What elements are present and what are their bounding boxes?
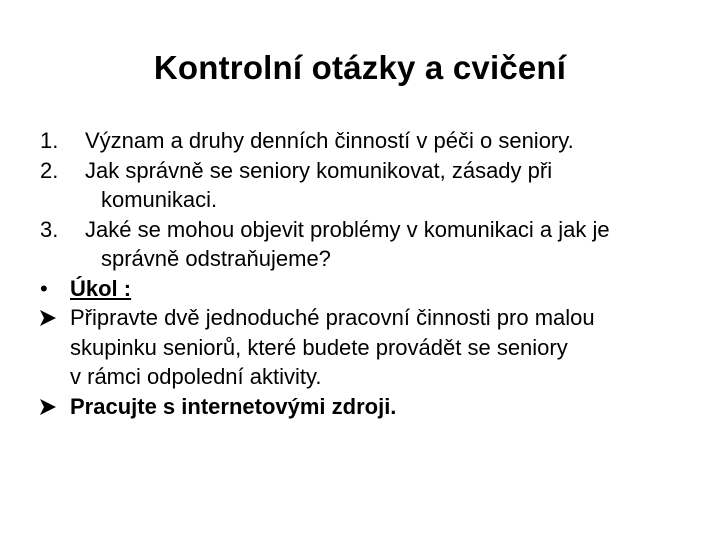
- task-heading: Úkol :: [70, 275, 132, 301]
- slide-title: Kontrolní otázky a cvičení: [153, 49, 567, 86]
- list-item-1: [40, 126, 700, 156]
- list-item-text: Připravte dvě jednoduché pracovní činnosti pro malou: [70, 305, 595, 330]
- list-item-3: [40, 215, 700, 274]
- bullet-marker: •: [40, 275, 48, 301]
- list-marker: 1.: [40, 128, 59, 153]
- list-item-prepare: [40, 303, 700, 392]
- list-marker: 2.: [40, 157, 59, 183]
- list-item-text-continued: skupinku seniorů, které budete provádět se seniory: [70, 334, 568, 360]
- list-marker: 3.: [40, 216, 59, 242]
- list-item-sources: [40, 392, 700, 422]
- arrow-bullet-icon: [40, 399, 56, 415]
- list-item-text: Jak správně se seniory komunikovat, zásady při: [85, 157, 553, 183]
- list-item-text: Význam a druhy denních činností v péči o seniory.: [85, 128, 574, 153]
- list-item-text-continued: správně odstraňujeme?: [101, 246, 331, 271]
- list-item-text: Pracujte s internetovými zdroji.: [70, 393, 397, 419]
- list-item-text-continued: komunikaci.: [101, 187, 218, 212]
- list-item-2: [40, 156, 700, 215]
- bullet-list: [40, 126, 700, 421]
- list-item-task: [40, 274, 700, 304]
- arrow-bullet-icon: [40, 310, 56, 326]
- list-item-text: Jaké se mohou objevit problémy v komunikaci a jak je: [85, 216, 610, 242]
- list-item-text-continued: v rámci odpolední aktivity.: [70, 364, 322, 389]
